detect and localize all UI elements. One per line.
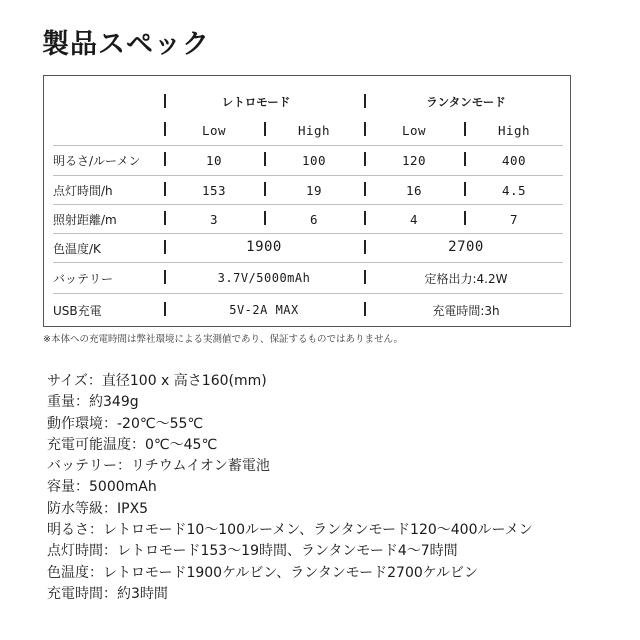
table-cell: 16 [405,183,423,198]
level-header: High [297,123,331,138]
column-separator [164,182,166,196]
column-separator [364,122,366,136]
footnote: ※本体への充電時間は弊社環境による実測値であり、保証するものではありません。 [43,334,404,345]
spec-battery: バッテリー：リチウムイオン蓄電池 [47,458,270,475]
column-separator [364,270,366,284]
page-title: 製品スペック [42,29,210,60]
column-separator [364,302,366,316]
column-separator [164,240,166,254]
spec-color-temp: 色温度：レトロモード1900ケルビン、ランタンモード2700ケルビン [47,564,479,581]
table-cell: 5V-2A MAX [229,303,299,317]
table-cell: 定格出力:4.2W [424,272,508,286]
table-cell: 充電時間:3h [432,304,500,318]
spec-capacity: 容量：5000mAh [47,479,157,496]
table-cell: 4.5 [501,183,527,198]
table-cell: 3 [209,212,219,227]
column-separator [164,211,166,225]
row-divider [53,293,563,294]
column-separator [164,122,166,136]
spec-table [43,75,571,327]
column-separator [464,122,466,136]
table-cell: 7 [509,212,519,227]
column-separator [464,211,466,225]
spec-runtime: 点灯時間：レトロモード153〜19時間、ランタンモード4〜7時間 [47,543,458,560]
column-separator [164,94,166,108]
table-cell: 153 [201,183,227,198]
mode-header-lantern: ランタンモード [426,95,506,109]
row-divider [53,145,563,146]
spec-waterproof: 防水等級：IPX5 [47,500,149,517]
column-separator [264,122,266,136]
column-separator [264,211,266,225]
spec-brightness: 明るさ：レトロモード10〜100ルーメン、ランタンモード120〜400ルーメン [47,522,533,539]
table-cell: 400 [501,153,527,168]
table-cell: 10 [205,153,223,168]
row-divider [53,233,563,234]
table-cell: 4 [409,212,419,227]
level-header: High [497,123,531,138]
row-label-distance: 照射距離/m [53,213,117,227]
spec-size: サイズ：直径100 x 高さ160(mm) [47,373,267,389]
row-label-runtime: 点灯時間/h [53,184,113,198]
table-cell: 1900 [246,239,282,255]
spec-list [47,371,533,605]
column-separator [264,182,266,196]
row-label-usb: USB充電 [53,304,102,318]
column-separator [164,270,166,284]
row-label-battery: バッテリー [53,272,114,286]
row-divider [53,262,563,263]
column-separator [164,302,166,316]
table-cell: 19 [305,183,323,198]
spec-operating-env: 動作環境：-20℃〜55℃ [47,415,204,432]
mode-header-retro: レトロモード [221,95,291,109]
column-separator [164,152,166,166]
table-cell: 6 [309,212,319,227]
table-cell: 3.7V/5000mAh [217,271,311,285]
level-header: Low [401,123,427,138]
column-separator [364,240,366,254]
row-label-brightness: 明るさ/ルーメン [53,154,141,168]
row-label-color-temp: 色温度/K [53,242,101,256]
row-divider [53,175,563,176]
level-header: Low [201,123,227,138]
column-separator [464,152,466,166]
column-separator [364,182,366,196]
spec-charge-temp: 充電可能温度：0℃〜45℃ [47,436,218,453]
table-cell: 100 [301,153,327,168]
table-cell: 120 [401,153,427,168]
spec-weight: 重量：約349g [47,394,139,411]
column-separator [364,211,366,225]
spec-charge-time: 充電時間：約3時間 [47,585,168,602]
column-separator [364,152,366,166]
column-separator [464,182,466,196]
column-separator [264,152,266,166]
row-divider [53,204,563,205]
column-separator [364,94,366,108]
table-cell: 2700 [448,239,484,255]
